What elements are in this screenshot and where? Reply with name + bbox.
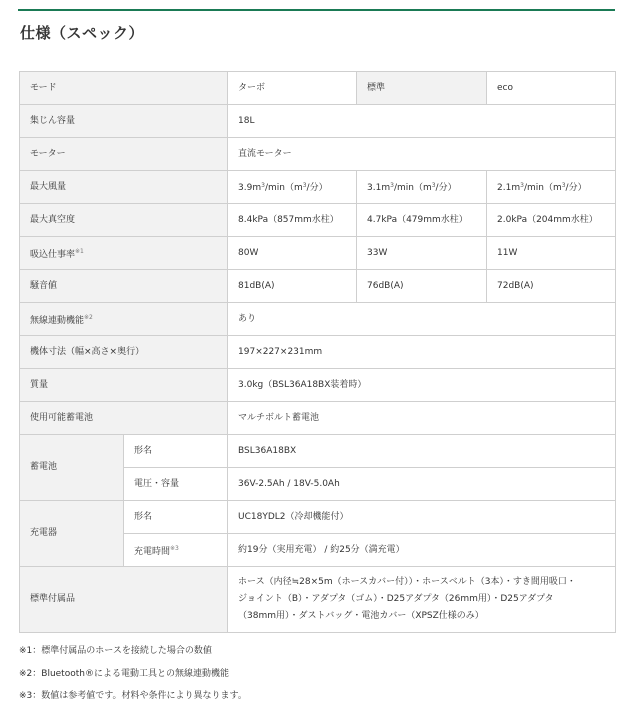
table-row [20, 402, 616, 435]
accessories-label: 標準付属品 [20, 567, 228, 633]
battery-voltage-label: 電圧・容量 [124, 468, 228, 501]
battery-label: 蓄電池 [20, 435, 124, 501]
dimensions-value: 197×227×231mm [228, 336, 616, 369]
table-row [20, 303, 616, 336]
table-row [20, 369, 616, 402]
battery-model-label: 形名 [124, 435, 228, 468]
airflow-turbo: $3.9m^3/\min(m^3/$分） [228, 171, 357, 204]
standard-header: 標準 [357, 72, 487, 105]
page-title: 仕様（スペック） [20, 24, 145, 42]
noise-label: 騒音値 [20, 270, 228, 303]
airflow-standard: $3.1m^3/\min(m^3/$分） [357, 171, 487, 204]
eco-header: eco [487, 72, 616, 105]
charger-label: 充電器 [20, 501, 124, 567]
wireless-label: 無線連動機能$^{※2}$ [20, 303, 228, 336]
vacuum-standard: 4.7kPa（479mm水柱） [357, 204, 487, 237]
noise-standard: 76dB(A) [357, 270, 487, 303]
accessories-value [228, 567, 616, 633]
suction-turbo: 80W [228, 237, 357, 270]
dimensions-label: 機体寸法（幅×高さ×奥行） [20, 336, 228, 369]
weight-value: 3.0kg（BSL36A18BX装着時） [228, 369, 616, 402]
accessories-line: （38mm用）・ダストバッグ・電池カバー（XPSZ仕様のみ） [238, 611, 484, 621]
battery-model-value: BSL36A18BX [228, 435, 616, 468]
noise-eco: 72dB(A) [487, 270, 616, 303]
noise-turbo: 81dB(A) [228, 270, 357, 303]
table-row [20, 105, 616, 138]
table-row [20, 270, 616, 303]
vacuum-eco: 2.0kPa（204mm水柱） [487, 204, 616, 237]
footnote: ※1：標準付属品のホースを接続した場合の数値 [19, 646, 212, 656]
suction-standard: 33W [357, 237, 487, 270]
battery-compat-label: 使用可能蓄電池 [20, 402, 228, 435]
table-row [20, 435, 616, 468]
footnotes [19, 645, 247, 707]
table-row [20, 204, 616, 237]
table-row [20, 138, 616, 171]
battery-compat-value: マルチボルト蓄電池 [228, 402, 616, 435]
table-row [20, 567, 616, 633]
battery-voltage-value: 36V-2.5Ah / 18V-5.0Ah [228, 468, 616, 501]
airflow-eco: $2.1m^3/\min(m^3/$分） [487, 171, 616, 204]
charger-model-value: UC18YDL2（冷却機能付） [228, 501, 616, 534]
wireless-value: あり [228, 303, 616, 336]
table-header-row [20, 72, 616, 105]
accessories-line: ホース（内径≒28×5m（ホースカバー付））・ホースベルト（3本）・すき間用吸口・ [238, 577, 576, 587]
mode-header: モード [20, 72, 228, 105]
spec-table [19, 71, 616, 633]
suction-label: 吸込仕事率$^{※1}$ [20, 237, 228, 270]
accessories-line: ジョイント（B）・アダプタ（ゴム）・D25アダプタ（26mm用）・D25アダプタ [238, 594, 554, 604]
motor-label: モーター [20, 138, 228, 171]
charger-time-label: 充電時間$^{※3}$ [124, 534, 228, 567]
capacity-value: 18L [228, 105, 616, 138]
table-row [20, 237, 616, 270]
suction-eco: 11W [487, 237, 616, 270]
charger-time-value: 約19分（実用充電） / 約25分（満充電） [228, 534, 616, 567]
vacuum-turbo: 8.4kPa（857mm水柱） [228, 204, 357, 237]
motor-value: 直流モーター [228, 138, 616, 171]
turbo-header: ターボ [228, 72, 357, 105]
footnote: ※2：Bluetooth®による電動工具との無線連動機能 [19, 668, 229, 679]
table-row [20, 171, 616, 204]
airflow-label: 最大風量 [20, 171, 228, 204]
table-row [20, 501, 616, 534]
weight-label: 質量 [20, 369, 228, 402]
charger-model-label: 形名 [124, 501, 228, 534]
vacuum-label: 最大真空度 [20, 204, 228, 237]
capacity-label: 集じん容量 [20, 105, 228, 138]
top-accent-rule [18, 9, 615, 11]
footnote: ※3：数値は参考値です。材料や条件により異なります。 [19, 691, 247, 701]
table-row [20, 336, 616, 369]
